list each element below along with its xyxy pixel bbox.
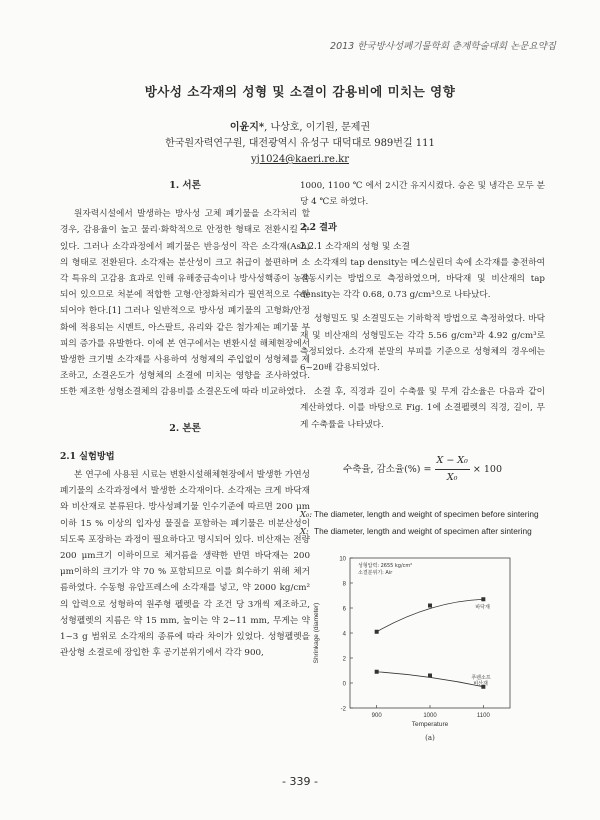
- y-tick-label: 10: [339, 556, 346, 563]
- y-tick-label: 6: [342, 606, 346, 613]
- x-axis-label: Temperature: [411, 721, 449, 728]
- affiliation: 한국원자력연구원, 대전광역시 유성구 대덕대로 989번길 111: [165, 138, 435, 149]
- x-tick-label: 1100: [476, 713, 490, 719]
- y-axis-label: Shrinkage (diameter): [313, 602, 320, 664]
- section-results-title: 2.2 결과: [300, 222, 337, 234]
- y-tick-label: 0: [342, 681, 346, 688]
- coauthors: , 나상호, 이기원, 문제권: [264, 122, 371, 133]
- y-tick-label: 2: [342, 656, 346, 663]
- series-label: 비산재: [473, 680, 488, 687]
- x-tick-label: 1000: [423, 713, 437, 719]
- chart-caption: (a): [425, 734, 435, 742]
- author-email[interactable]: yj1024@kaeri.re.kr: [250, 154, 349, 165]
- section-method-title: 2.1 실험방법: [60, 450, 115, 462]
- y-tick-label: 4: [342, 631, 346, 638]
- shrinkage-equation: [300, 453, 545, 486]
- chart-annotation: 소결분위기: Air: [358, 570, 393, 576]
- shrinkage-paragraph: 소결 후, 직경과 길이 수축률 및 무게 감소율은 다음과 같이 계산하였다. 이를 바탕으로 Fig. 1에 소결펠렛의 직경, 길이, 무게 수축률을 나타냈다.: [300, 387, 545, 430]
- section-sintering-title: 2.2.1 소각재의 성형 및 소결: [300, 241, 411, 252]
- definition-symbol: X₀:: [300, 509, 313, 520]
- shrinkage-chart: [306, 550, 526, 745]
- definition-row: [300, 525, 545, 538]
- tap-density-paragraph: 소각재의 tap density는 메스실린더 속에 소각재를 충전하여 진동시키는 방법으로 측정하였으며, 바닥재 및 비산재의 tap density는 각각 0.68, 0.73 g/cm³으로 나타났다.: [300, 257, 545, 301]
- definition-symbol: X:: [300, 525, 309, 536]
- method-paragraph: 본 연구에 사용된 시료는 변환시설해체현장에서 발생한 가연성폐기물의 소각과정에서 발생한 소각재이다. 소각재는 크게 바닥재와 비산재로 분류된다. 방사성폐기물 인수기준에 따르면 200 μm이하 15 % 이상의 입자성 물질을 포함하는 폐기물은 비분산성이 되도록 포장하는 과정이 필요하다고 명시되어 있다. 비산재는 전량 200 μm크기 이하이므로 체거름을 생략한 반면 바닥재는 200 μm이하의 크기가 약 70 % 포함되므로 이를 회수하기 위해 체거름하였다. 수동형 유압프레스에 소각재를 넣고, 약 2000 kg/cm²의 압력으로 성형하여 원주형 펠렛을 각 조건 당 3개씩 제조하고, 성형펠렛의 지름은 약 15 mm, 높이는 약 2~11 mm, 무게는 약 1~3 g 범위로 소각재의 종류에 따라 차이가 있었다. 성형펠렛을 관상형 소결로에 장입한 후 공기분위기에서 각각 900,: [60, 470, 310, 659]
- equation-lhs: 수축율, 감소율(%) =: [342, 464, 432, 476]
- data-point: [428, 604, 432, 608]
- data-point: [428, 674, 432, 678]
- y-tick-label: 8: [342, 581, 346, 588]
- author-line: [0, 120, 600, 136]
- data-point: [481, 597, 485, 601]
- right-column: [300, 178, 545, 541]
- x-tick-label: 900: [371, 713, 382, 719]
- left-column: [60, 178, 310, 661]
- y-tick-label: -2: [340, 706, 346, 713]
- data-point: [375, 670, 379, 674]
- definition-text: The diameter, length and weight of specimen after sintering: [314, 525, 532, 536]
- chart-annotation: 성형압력: 2655 kg/cm²: [358, 563, 413, 569]
- definition-row: [300, 508, 545, 521]
- equation-fraction: [435, 453, 470, 486]
- data-point: [375, 630, 379, 634]
- chart-svg: [306, 550, 526, 745]
- method-continued: 1000, 1100 ℃ 에서 2시간 유지시켰다. 승온 및 냉각은 모두 분당 4 ℃로 하였다.: [300, 181, 545, 208]
- lead-author: 이윤지*: [229, 122, 265, 133]
- equation-rhs: × 100: [472, 464, 503, 476]
- symbol-definitions: [300, 508, 545, 537]
- intro-paragraph: 원자력시설에서 발생하는 방사성 고체 폐기물을 소각처리 할 경우, 감용율이 높고 물리·화학적으로 안정한 형태로 전환시킬 수 있다. 그러나 소각과정에서 폐기물은 반응성이 작은 소각재(Ash)의 형태로 전환된다. 소각재는 분산성이 크고 취급이 불편하며 소각 특유의 고감용 효과로 인해 유해중금속이나 방사성핵종이 농축되어 있으므로 처분에 적합한 고형·안정화처리가 필연적으로 수반되어야 한다.[1] 그러나 일반적으로 방사성 폐기물의 고형화/안정화에 적용되는 시멘트, 아스팔트, 유리와 같은 첨가제는 폐기물 부피의 증가를 유발한다. 이에 본 연구에서는 변환시설 해체현장에서 발생한 크기별 소각재를 사용하여 성형제의 주입없이 성형체를 제조하고, 소결온도가 성형체의 소결에 미치는 영향을 조사하였다. 또한 제조한 성형소결체의 감용비를 소결온도에 따라 비교하였다.: [60, 209, 310, 398]
- equation-numerator: X − X₀: [435, 453, 470, 470]
- series-label: 바닥재: [475, 604, 490, 611]
- section-body-title: 2. 본론: [169, 422, 201, 434]
- section-intro-title: 1. 서론: [169, 180, 201, 191]
- equation-denominator: X₀: [446, 472, 458, 484]
- page-number: - 339 -: [282, 775, 318, 788]
- series-label-top: 푸렌소프: [471, 674, 491, 681]
- density-paragraph: 성형밀도 및 소결밀도는 기하학적 방법으로 측정하였다. 바닥재 및 비산재의 성형밀도는 각각 5.56 g/cm³과 4.92 g/cm³로 측정되었다. 소각재 분말의 부피를 기준으로 성형체의 경우에는 6~20배 감용되었다.: [300, 314, 545, 374]
- journal-header: 2013 한국방사성폐기물학회 춘계학술대회 논문요약집: [330, 41, 556, 52]
- paper-title: 방사성 소각재의 성형 및 소결이 감용비에 미치는 영향: [144, 84, 456, 99]
- definition-text: The diameter, length and weight of specimen before sintering: [314, 509, 539, 520]
- author-block: [0, 120, 600, 168]
